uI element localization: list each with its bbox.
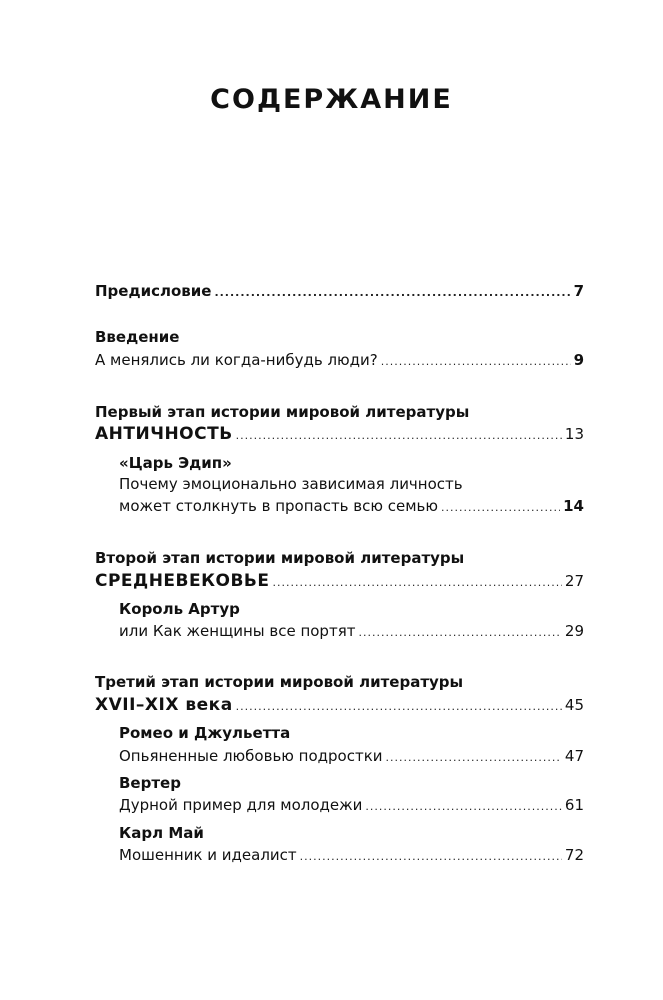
toc-entry-era-1[interactable]	[95, 424, 584, 446]
toc-entry-era-3[interactable]	[95, 695, 584, 717]
work-title-4: Вертер	[119, 774, 181, 792]
page-number: 29	[564, 622, 584, 640]
dot-leader	[365, 797, 562, 817]
dot-leader	[441, 498, 560, 518]
page-number: 61	[564, 796, 584, 814]
entry-label: или Как женщины все портят	[119, 622, 356, 640]
dot-leader	[236, 426, 562, 446]
entry-label: может столкнуть в пропасть всю семью	[119, 497, 439, 515]
entry-label: Опьяненные любовью подростки	[119, 747, 383, 765]
toc-entry-work-5[interactable]	[119, 845, 584, 867]
page-number: 14	[563, 497, 584, 515]
toc-entry-work-2[interactable]	[119, 621, 584, 643]
toc-entry-work-4[interactable]	[119, 795, 584, 817]
work-title-5: Карл Май	[119, 824, 204, 842]
toc-entry-work-3[interactable]	[119, 746, 584, 768]
page-number: 7	[573, 282, 584, 300]
work-title-1: «Царь Эдип»	[119, 454, 232, 472]
section-heading-intro: Введение	[95, 328, 180, 346]
page-number: 72	[564, 846, 584, 864]
toc-entry-intro[interactable]	[95, 350, 584, 372]
page-number: 45	[564, 696, 584, 714]
work-title-3: Ромео и Джульетта	[119, 724, 291, 742]
era-label: АНТИЧНОСТЬ	[95, 424, 233, 444]
toc-entry-preface[interactable]	[95, 281, 584, 303]
toc-entry-work-1[interactable]	[119, 496, 584, 518]
page-title: СОДЕРЖАНИЕ	[210, 84, 453, 115]
entry-label: Предисловие	[95, 282, 212, 300]
dot-leader	[214, 283, 570, 303]
page-number: 13	[564, 425, 584, 443]
dot-leader	[381, 352, 571, 372]
dot-leader	[272, 573, 561, 593]
page-number: 47	[564, 747, 584, 765]
work-description-line: Почему эмоционально зависимая личность	[119, 475, 463, 493]
dot-leader	[300, 847, 562, 867]
stage-heading-2: Второй этап истории мировой литературы	[95, 549, 465, 567]
work-title-2: Король Артур	[119, 600, 240, 618]
page-number: 27	[564, 572, 584, 590]
era-label: СРЕДНЕВЕКОВЬЕ	[95, 571, 270, 591]
era-label: XVII–XIX века	[95, 695, 233, 715]
page-number: 9	[573, 351, 584, 369]
entry-label: Дурной пример для молодежи	[119, 796, 363, 814]
toc-entry-era-2[interactable]	[95, 571, 584, 593]
dot-leader	[358, 623, 561, 643]
stage-heading-1: Первый этап истории мировой литературы	[95, 403, 470, 421]
entry-label: Мошенник и идеалист	[119, 846, 297, 864]
entry-label: А менялись ли когда-нибудь люди?	[95, 351, 378, 369]
stage-heading-3: Третий этап истории мировой литературы	[95, 673, 464, 691]
dot-leader	[386, 748, 562, 768]
dot-leader	[236, 697, 562, 717]
